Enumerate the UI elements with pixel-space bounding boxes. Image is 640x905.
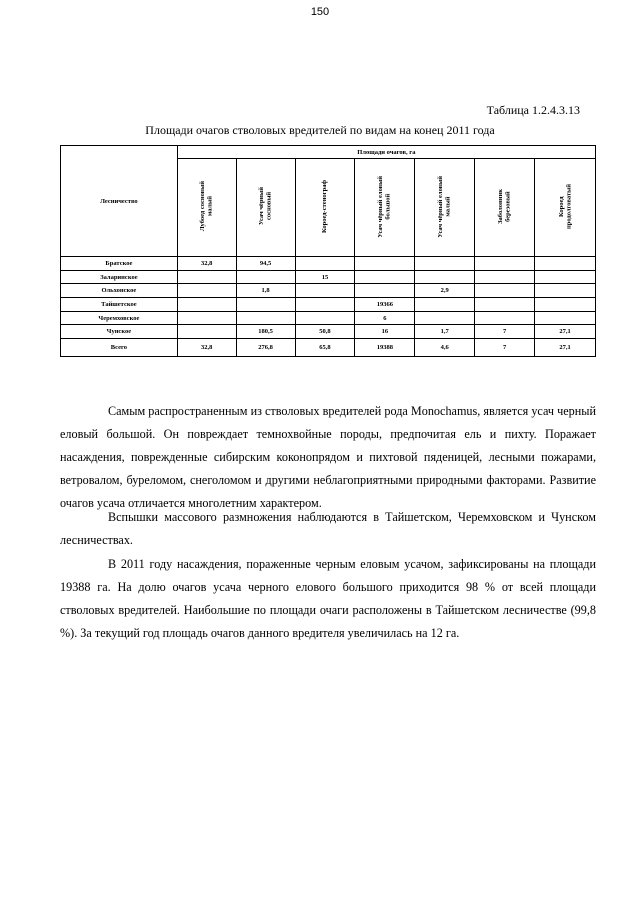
table-cell: [415, 298, 475, 312]
table-cell: [475, 257, 535, 271]
table-cell: 1,8: [236, 284, 295, 298]
table-cell: [177, 298, 236, 312]
table-cell: 19388: [355, 339, 415, 357]
table-cell: [535, 257, 596, 271]
table-cell: 6: [355, 311, 415, 325]
table-cell: [415, 311, 475, 325]
column-header: Усач чёрный сосновый: [236, 159, 295, 257]
table-cell: 19366: [355, 298, 415, 312]
table-cell: 50,8: [295, 325, 355, 339]
table-row: [61, 298, 596, 312]
table-cell: [415, 257, 475, 271]
table-row: [61, 257, 596, 271]
table-cell: 7: [475, 339, 535, 357]
table-cell: [295, 257, 355, 271]
table-cell: 1,7: [415, 325, 475, 339]
table-cell: 7: [475, 325, 535, 339]
forestry-column-header: Лесничество: [61, 146, 178, 257]
table-row: [61, 284, 596, 298]
table-cell: [177, 325, 236, 339]
table-cell: [475, 270, 535, 284]
table-cell: [295, 298, 355, 312]
table-total-row: [61, 339, 596, 357]
table-cell: 180,5: [236, 325, 295, 339]
row-label: Черемховское: [61, 311, 178, 325]
column-header: Короед-стенограф: [295, 159, 355, 257]
row-label: Заларинское: [61, 270, 178, 284]
table-cell: [535, 284, 596, 298]
table-cell: [475, 298, 535, 312]
table-cell: 2,9: [415, 284, 475, 298]
table-cell: [236, 311, 295, 325]
table-cell: [295, 284, 355, 298]
table-cell: [355, 284, 415, 298]
column-header: Заболонник березовый: [475, 159, 535, 257]
table-cell: 276,8: [236, 339, 295, 357]
table-cell: [475, 311, 535, 325]
table-cell: [355, 270, 415, 284]
column-header: Усач чёрный еловый малый: [415, 159, 475, 257]
table-cell: 32,8: [177, 257, 236, 271]
table-cell: [177, 270, 236, 284]
row-label: Братское: [61, 257, 178, 271]
body-paragraph: В 2011 году насаждения, пораженные черным еловым усачом, зафиксированы на площади 19388 га. На долю очагов усача черного елового большого приходится 98 % от всей площади стволовых вредителей. Наибольшие по площади очаги расположены в Тайшетском лесничестве (99,8 %). За текущий год площадь очагов данного вредителя увеличилась на 12 га.: [60, 557, 596, 640]
column-header: Короед продолговатый: [535, 159, 596, 257]
table-cell: [295, 311, 355, 325]
table-title: Площади очагов стволовых вредителей по видам на конец 2011 года: [145, 123, 495, 137]
table-cell: 15: [295, 270, 355, 284]
column-header: Усач чёрный еловый большой: [355, 159, 415, 257]
table-cell: 27,1: [535, 339, 596, 357]
pest-area-table: [60, 145, 596, 357]
table-cell: 65,8: [295, 339, 355, 357]
table-cell: [236, 270, 295, 284]
table-cell: [177, 311, 236, 325]
row-label: Тайшетское: [61, 298, 178, 312]
row-label: Всего: [61, 339, 178, 357]
table-cell: [236, 298, 295, 312]
table-cell: 16: [355, 325, 415, 339]
body-paragraph: Самым распространенным из стволовых вредителей рода Monochamus, является усач черный еловый большой. Он повреждает темнохвойные породы, предпочитая ель и пихту. Поражает насаждения, поврежденные сибирским коконопрядом и пихтовой пяденицей, лесными пожарами, ветровалом, буреломом, снеголомом и другими неблагоприятными природными факторами. Развитие очагов усача отличается многолетним характером.: [60, 404, 596, 510]
table-cell: [415, 270, 475, 284]
table-cell: [475, 284, 535, 298]
table-cell: 32,8: [177, 339, 236, 357]
table-cell: 94,5: [236, 257, 295, 271]
table-cell: [535, 298, 596, 312]
table-row: [61, 311, 596, 325]
body-paragraph: Вспышки массового размножения наблюдаются в Тайшетском, Черемховском и Чунском лесничествах.: [60, 510, 596, 547]
table-cell: [177, 284, 236, 298]
table-id: Таблица 1.2.4.3.13: [486, 103, 580, 117]
table-cell: [535, 270, 596, 284]
row-label: Чунское: [61, 325, 178, 339]
column-header: Лубоед сосновый малый: [177, 159, 236, 257]
table-cell: 27,1: [535, 325, 596, 339]
table-cell: 4,6: [415, 339, 475, 357]
table-cell: [355, 257, 415, 271]
area-group-header: Площади очагов, га: [177, 146, 595, 159]
table-row: [61, 325, 596, 339]
page-number: 150: [310, 6, 330, 18]
row-label: Ольхонское: [61, 284, 178, 298]
table-cell: [535, 311, 596, 325]
table-row: [61, 270, 596, 284]
